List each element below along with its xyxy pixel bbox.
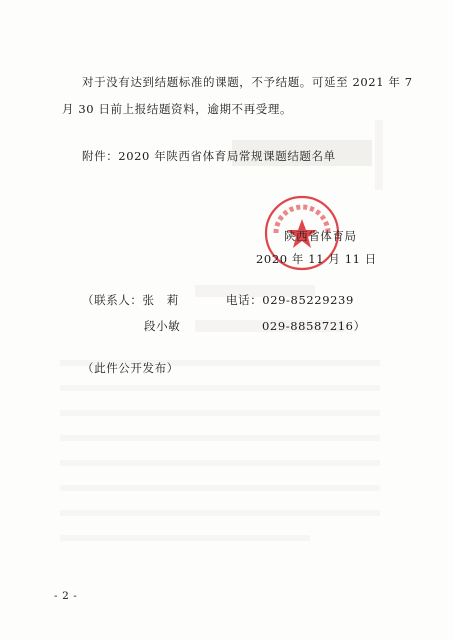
paragraph-line-1: 对于没有达到结题标准的课题，不予结题。可延至 2021 年 7	[82, 75, 413, 89]
attachment-line: 附件：2020 年陕西省体育局常规课题结题名单	[82, 149, 336, 163]
issuer-name: 陕西省体育局	[284, 229, 357, 243]
contact-phone-2: 029-88587216）	[262, 319, 366, 333]
contact-phone-1: 电话：029-85229239	[226, 293, 354, 307]
paragraph-line-2: 月 30 日前上报结题资料，逾期不再受理。	[62, 102, 293, 116]
page-number: - 2 -	[54, 590, 78, 602]
contact-person-2: 段小敏	[144, 319, 181, 333]
contact-person-1: （联系人：张 莉	[82, 293, 179, 307]
public-release-note: （此件公开发布）	[82, 361, 179, 375]
issue-date: 2020 年 11 月 11 日	[256, 252, 377, 266]
